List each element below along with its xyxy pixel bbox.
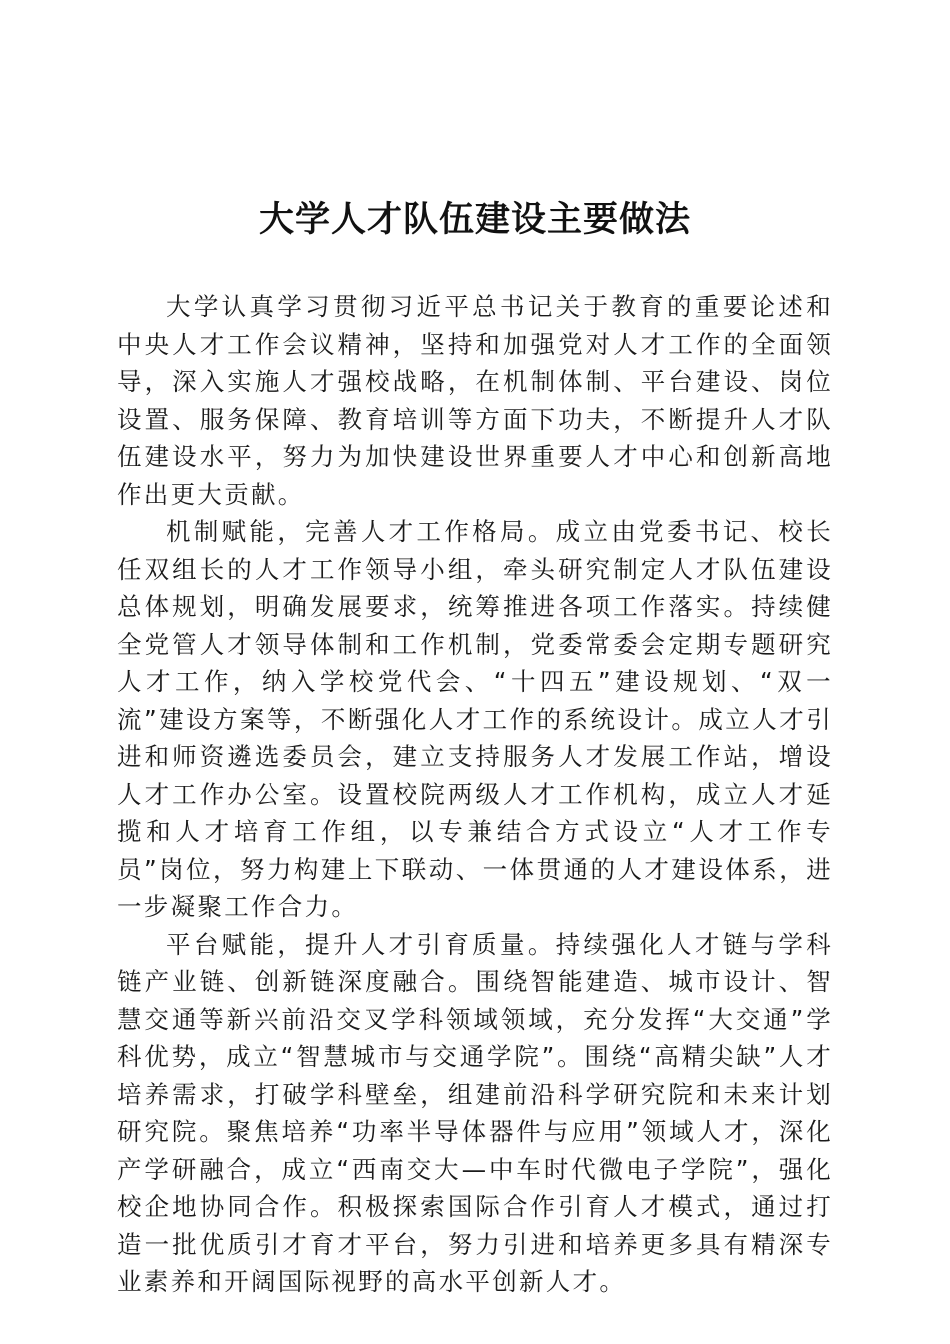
paragraph-platform: 平台赋能，提升人才引育质量。持续强化人才链与学科链产业链、创新链深度融合。围绕智能建造、城市设计、智慧交通等新兴前沿交叉学科领域领域，充分发挥“大交通”学科优势，成立“智慧城市与交通学院”。围绕“高精尖缺”人才培养需求，打破学科壁垒，组建前沿科学研究院和未来计划研究院。聚焦培养“功率半导体器件与应用”领域人才，深化产学研融合，成立“西南交大—中车时代微电子学院”，强化校企地协同合作。积极探索国际合作引育人才模式，通过打造一批优质引才育才平台，努力引进和培养更多具有精深专业素养和开阔国际视野的高水平创新人才。 xyxy=(117,929,833,1296)
paragraph-intro: 大学认真学习贯彻习近平总书记关于教育的重要论述和中央人才工作会议精神，坚持和加强党对人才工作的全面领导，深入实施人才强校战略，在机制体制、平台建设、岗位设置、服务保障、教育培训等方面下功夫，不断提升人才队伍建设水平，努力为加快建设世界重要人才中心和创新高地作出更大贡献。 xyxy=(117,292,833,509)
document-body xyxy=(117,288,833,1301)
document-title: 大学人才队伍建设主要做法 xyxy=(258,199,691,240)
paragraph-mechanism: 机制赋能，完善人才工作格局。成立由党委书记、校长任双组长的人才工作领导小组，牵头研究制定人才队伍建设总体规划，明确发展要求，统筹推进各项工作落实。持续健全党管人才领导体制和工作机制，党委常委会定期专题研究人才工作，纳入学校党代会、“十四五”建设规划、“双一流”建设方案等，不断强化人才工作的系统设计。成立人才引进和师资遴选委员会，建立支持服务人才发展工作站，增设人才工作办公室。设置校院两级人才工作机构，成立人才延揽和人才培育工作组，以专兼结合方式设立“人才工作专员”岗位，努力构建上下联动、一体贯通的人才建设体系，进一步凝聚工作合力。 xyxy=(117,517,833,921)
